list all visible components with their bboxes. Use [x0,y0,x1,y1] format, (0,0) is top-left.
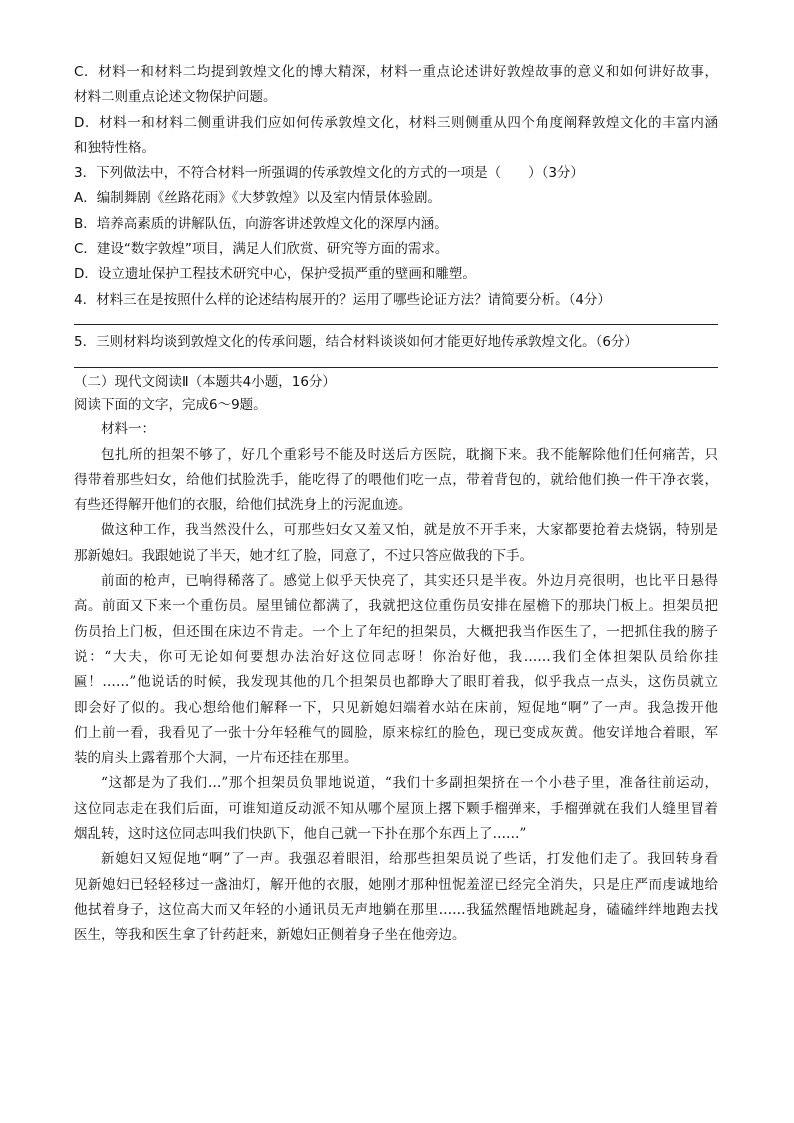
passage-line: 烟乱转，这时这位同志叫我们快趴下，他自己就一下扑在那个东西上了……” [74,826,527,843]
question-3-option-c: C．建设“数字敦煌”项目，满足人们欣赏、研究等方面的需求。 [74,241,449,258]
passage-line: 即会好了似的。我心想给他们解释一下，只见新媳妇端着水站在床前，短促地“啊”了一声。我急拨开他 [74,699,718,716]
question-4 [74,288,718,313]
passage-line: 得带着那些妇女，给他们拭脸洗手，能吃得了的喂他们吃一点，带着背包的，就给他们换一件干净衣裳， [74,471,718,488]
section-2-heading: （二）现代文阅读Ⅱ（本题共4小题，16分） [74,374,336,391]
material-label: 材料一： [101,421,155,438]
passage-line: 们上前一看，我看见了一张十分年轻稚气的圆脸，原来棕红的脸色，现已变成灰黄。他安详地合着眼，军 [74,724,718,741]
passage-line: 包扎所的担架不够了，好几个重彩号不能及时送后方医院，耽搁下来。我不能解除他们任何痛苦，只 [101,446,718,463]
passage-paragraph [74,771,718,847]
exam-page [74,60,718,949]
passage-line: 有些还得解开他们的衣服，给他们拭洗身上的污泥血迹。 [74,497,412,514]
question-3-option-a: A．编制舞剧《丝路花雨》《大梦敦煌》以及室内情景体验剧。 [74,190,441,207]
answer-rule-5 [74,367,718,368]
question-3-stem: 3．下列做法中，不符合材料一所强调的传承敦煌文化的方式的一项是（ ）（3分） [74,165,584,182]
answer-rule-4 [74,324,718,325]
option-d-line-2: 和独特性格。 [74,139,155,156]
question-4-stem: 4．材料三在是按照什么样的论述结构展开的？运用了哪些论证方法？请简要分析。（4分） [74,291,611,308]
passage-line: 高。前面又下来一个重伤员。屋里铺位都满了，我就把这位重伤员安排在屋檐下的那块门板上。担架员把 [74,598,718,615]
passage-line: 见新媳妇已轻轻移过一盏油灯，解开他的衣服，她刚才那种忸怩羞涩已经完全消失，只是庄严而虔诚地给 [74,876,718,893]
question-2-options-cd [74,60,718,161]
answer-line-5[interactable] [74,355,718,367]
section-2 [74,371,718,948]
passage-paragraph [74,569,718,771]
option-d-line-1: D．材料一和材料二侧重讲我们应如何传承敦煌文化，材料三则侧重从四个角度阐释敦煌文化的丰富内涵 [74,114,718,131]
question-5 [74,330,718,355]
passage-line: 那新媳妇。我跟她说了半天，她才红了脸，同意了，不过只答应做我的下手。 [74,547,533,564]
passage-line: 做这种工作，我当然没什么，可那些妇女又羞又怕，就是放不开手来，大家都要抢着去烧锅，特别是 [101,522,718,539]
question-5-stem: 5．三则材料均谈到敦煌文化的传承问题，结合材料谈谈如何才能更好地传承敦煌文化。（6分） [74,333,638,350]
passage-line: 医生，等我和医生拿了针药赶来，新媳妇正侧着身子坐在他旁边。 [74,927,466,944]
option-c-line-2: 材料二则重点论述文物保护问题。 [74,89,277,106]
passage-paragraph [74,443,718,519]
passage-line: 装的肩头上露着那个大洞，一片布还挂在那里。 [74,750,358,767]
question-3-option-d: D．设立遗址保护工程技术研究中心，保护受损严重的壁画和雕塑。 [74,266,476,283]
passage-line: “这都是为了我们…”那个担架员负罪地说道，“我们十多副担架挤在一个小巷子里，准备往前运动， [101,775,718,792]
passage-line: 伤员抬上门板，但还围在床边不肯走。一个上了年纪的担架员，大概把我当作医生了，一把抓住我的膀子 [74,623,718,640]
passage-line: 说：“大夫，你可无论如何要想办法治好这位同志呀！你治好他，我……我们全体担架队员给你挂 [74,648,718,665]
answer-line-4[interactable] [74,313,718,324]
passage-line: 他拭着身子，这位高大而又年轻的小通讯员无声地躺在那里……我猛然醒悟地跳起身，磕磕绊绊地跑去找 [74,901,718,918]
passage-paragraph [74,518,718,569]
question-3-option-b: B．培养高素质的讲解队伍，向游客讲述敦煌文化的深厚内涵。 [74,215,448,232]
option-c-line-1: C．材料一和材料二均提到敦煌文化的博大精深，材料一重点论述讲好敦煌故事的意义和如何讲好故事， [74,64,718,80]
passage-line: 匾！……”他说话的时候，我发现其他的几个担架员也都睁大了眼盯着我，似乎我点一点头，这伤员就立 [74,674,718,691]
passage [74,443,718,949]
question-3 [74,161,718,287]
passage-line: 新媳妇又短促地“啊”了一声。我强忍着眼泪，给那些担架员说了些话，打发他们走了。我回转身看 [101,851,718,868]
passage-line: 这位同志走在我们后面，可谁知道反动派不知从哪个屋顶上撂下颗手榴弹来，手榴弹就在我们人缝里冒着 [74,800,718,817]
passage-line: 前面的枪声，已响得稀落了。感觉上似乎天快亮了，其实还只是半夜。外边月亮很明，也比平日悬得 [101,573,718,590]
passage-paragraph [74,847,718,948]
section-2-instruction: 阅读下面的文字，完成6～9题。 [74,397,267,414]
